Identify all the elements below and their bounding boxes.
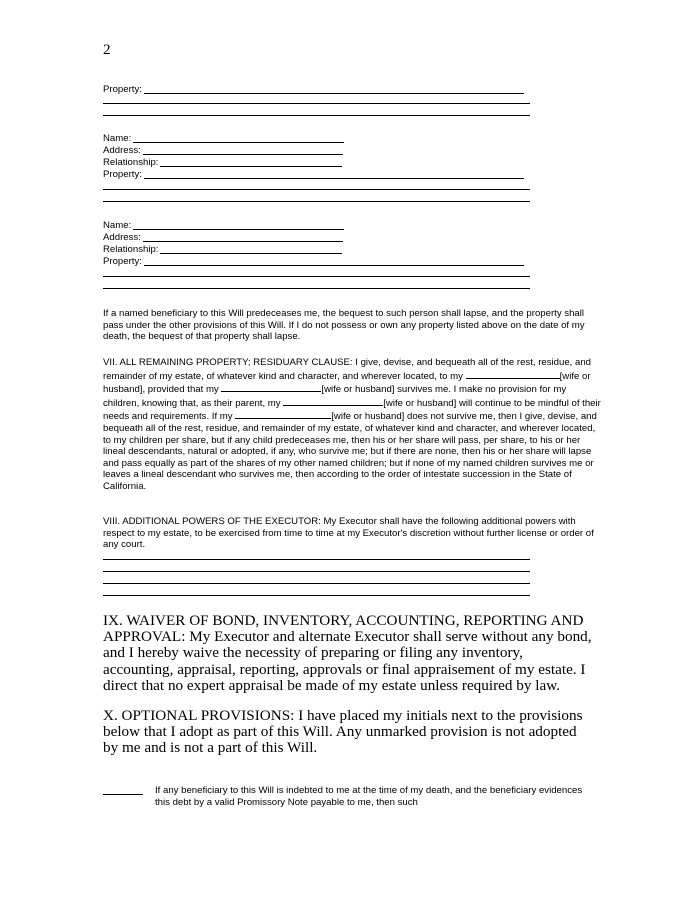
blank-line[interactable] (103, 276, 530, 277)
clause-vii-text-1: VII. ALL REMAINING PROPERTY; RESIDUARY CLAUSE: I give, devise, and bequeath all of the rest, residue, and remainder of my estate, of whatever kind and character, and wherever located, to my (103, 357, 592, 382)
initials-field[interactable] (103, 785, 143, 795)
blank-line[interactable] (103, 189, 530, 190)
property-field[interactable] (144, 178, 524, 179)
lapse-paragraph: If a named beneficiary to this Will predeceases me, the bequest to such person shall lapse, and the property shall pass under the other provisions of this Will. If I do not possess or own any property listed above on the date of my death, the bequest of that property shall lapse. (103, 308, 585, 343)
blank-line[interactable] (103, 115, 530, 116)
address-label: Address: (103, 145, 141, 157)
clause-vii-text-2: [wife or husband], provided that my (103, 370, 591, 396)
relationship-row (103, 244, 342, 256)
property-label: Property: (103, 169, 142, 181)
spouse-field-3[interactable] (283, 396, 383, 406)
name-row (103, 220, 344, 232)
page-number: 2 (103, 42, 111, 58)
property-row (103, 256, 524, 268)
property-field[interactable] (144, 265, 524, 266)
blank-line[interactable] (103, 595, 530, 596)
address-field[interactable] (143, 241, 343, 242)
relationship-label: Relationship: (103, 157, 159, 169)
property-field[interactable] (144, 93, 524, 94)
address-field[interactable] (143, 154, 343, 155)
property-label: Property: (103, 84, 142, 96)
address-row (103, 232, 343, 244)
property-label: Property: (103, 256, 142, 268)
clause-vii-text-4: [wife or husband] will continue to be mindful of their needs and requirements. If my (103, 397, 601, 423)
spouse-field-1[interactable] (466, 369, 560, 379)
clause-viii-powers: VIII. ADDITIONAL POWERS OF THE EXECUTOR: My Executor shall have the following additional powers with respect to my estate, to be exercised from time to time at my Executor's discretion without further license or order of any court. (103, 516, 594, 551)
relationship-field[interactable] (160, 166, 342, 167)
clause-ix-waiver: IX. WAIVER OF BOND, INVENTORY, ACCOUNTING, REPORTING AND APPROVAL: My Executor and alternate Executor shall serve without any bond, and I hereby waive the necessity of preparing or filing any inventory, accounting, appraisal, reporting, approvals or final appraisement of my estate. I direct that no expert appraisal be made of my estate unless required by law. (103, 612, 592, 694)
blank-line[interactable] (103, 559, 530, 560)
spouse-field-4[interactable] (235, 409, 331, 419)
name-label: Name: (103, 220, 132, 232)
clause-vii-residuary (103, 357, 601, 493)
blank-line[interactable] (103, 583, 530, 584)
name-label: Name: (103, 133, 132, 145)
name-field[interactable] (133, 142, 344, 143)
name-field[interactable] (133, 229, 344, 230)
blank-line[interactable] (103, 103, 530, 104)
property-row (103, 84, 524, 96)
optional-provision-debt: If any beneficiary to this Will is indebted to me at the time of my death, and the beneficiary evidences this debt by a valid Promissory Note payable to me, then such (155, 785, 583, 808)
relationship-label: Relationship: (103, 244, 159, 256)
clause-vii-text-3: [wife or husband] survives me. I make no provision for my children, knowing that, as their parent, my (103, 384, 567, 409)
blank-line[interactable] (103, 288, 530, 289)
relationship-field[interactable] (160, 253, 342, 254)
clause-vii-text-5: [wife or husband] does not survive me, then I give, devise, and bequeath all of the rest, residue, and remainder of my estate, of whatever kind and character, and wherever located, to my children per share, but if any child predeceases me, then his or her share will pass, per share, to his or her lineal descendants, natural or adopted, if any, who survive me; but if there are none, then his or her share will lapse and pass equally as part of the shares of my other named children; but if none of my named children survives me or leaves a lineal descendant who survives me, then according to the order of intestate succession in the State of California. (103, 411, 597, 492)
relationship-row (103, 157, 342, 169)
clause-x-optional-provisions: X. OPTIONAL PROVISIONS: I have placed my initials next to the provisions below that I adopt as part of this Will. Any unmarked provision is not adopted by me and is not a part of this Will. (103, 707, 583, 757)
name-row (103, 133, 344, 145)
address-label: Address: (103, 232, 141, 244)
address-row (103, 145, 343, 157)
blank-line[interactable] (103, 571, 530, 572)
blank-line[interactable] (103, 201, 530, 202)
spouse-field-2[interactable] (221, 382, 321, 392)
property-row (103, 169, 524, 181)
